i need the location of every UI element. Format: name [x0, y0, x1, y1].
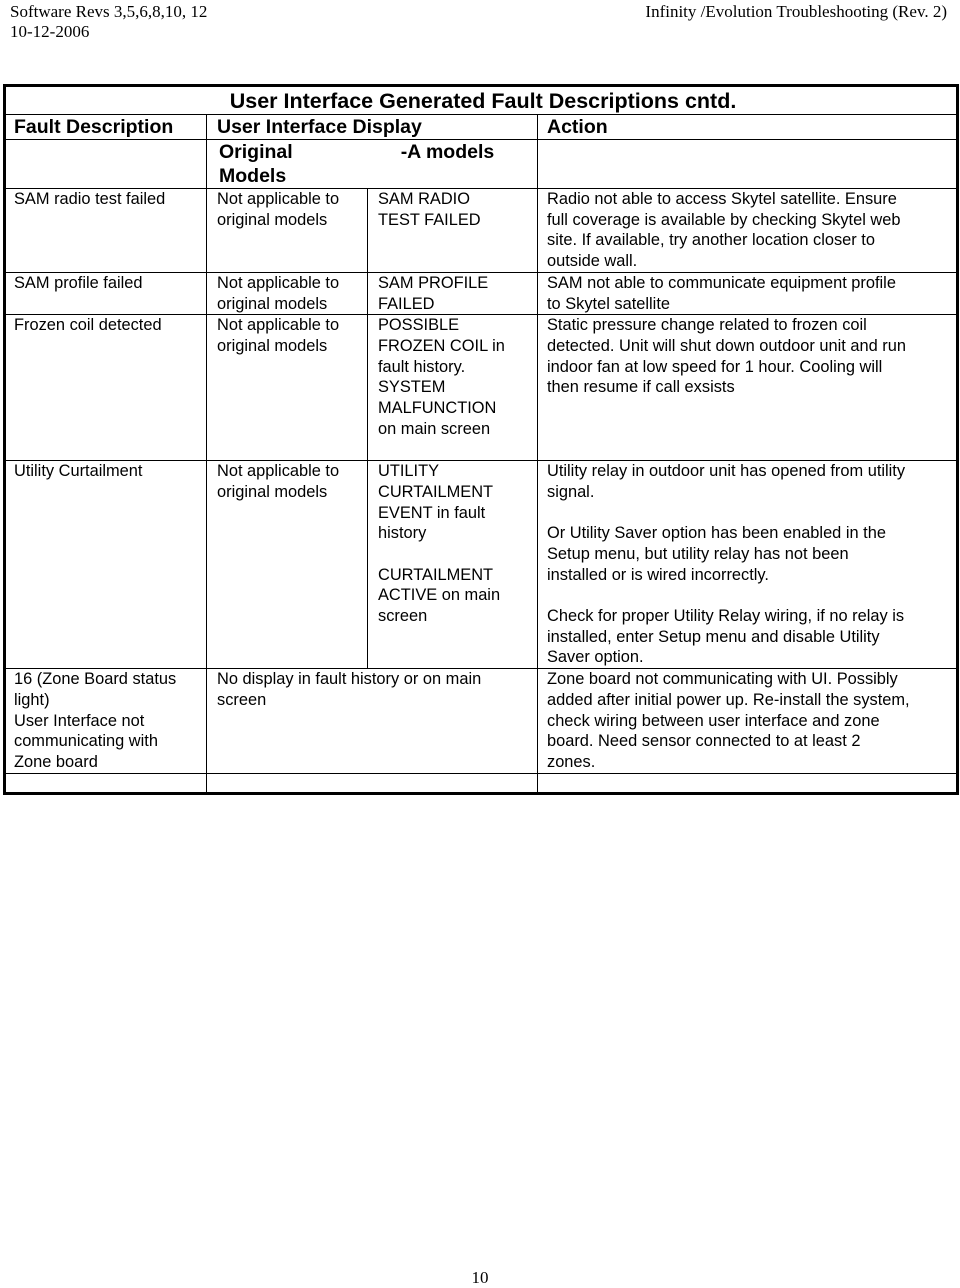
cell-line: Not applicable to [217, 316, 340, 335]
cell-line: Zone board [14, 752, 98, 771]
empty-cell [5, 773, 207, 793]
cell-line: site. If available, try another location closer to [547, 231, 875, 250]
cell-line: Saver option. [547, 648, 644, 667]
sub-header-a-models: -A models [400, 141, 495, 163]
fault-descriptions-table [3, 84, 959, 795]
cell-line: User Interface not [14, 711, 145, 730]
cell-line: to Skytel satellite [547, 294, 670, 313]
cell-line: original models [217, 336, 328, 355]
table-title-row [5, 86, 958, 115]
cell-line: No display in fault history or on main [217, 670, 482, 689]
cell-line: light) [14, 690, 50, 709]
cell-line: SAM not able to communicate equipment profile [547, 273, 896, 292]
cell-line: FROZEN COIL in [378, 336, 505, 355]
cell-line: original models [217, 294, 328, 313]
table-title: User Interface Generated Fault Descriptions cntd. [5, 86, 958, 115]
cell-line: FAILED [378, 294, 435, 313]
cell-line: MALFUNCTION [378, 399, 497, 418]
table-row [5, 272, 958, 314]
cell-line: on main screen [378, 419, 491, 438]
cell-line: CURTAILMENT [378, 482, 494, 501]
cell-line: added after initial power up. Re-install the system, [547, 690, 910, 709]
cell-line: Check for proper Utility Relay wiring, if no relay is [547, 607, 905, 626]
action-cell [538, 669, 958, 774]
cell-line: SYSTEM [378, 378, 446, 397]
column-header-fault-description: Fault Description [5, 115, 207, 140]
cell-line: SAM PROFILE [378, 273, 489, 292]
a-models-cell [368, 189, 538, 273]
cell-line: Static pressure change related to frozen coil [547, 316, 867, 335]
fault-cell [5, 461, 207, 669]
cell-line: POSSIBLE [378, 316, 460, 335]
cell-line: fault history. [378, 357, 466, 376]
sub-header-models: Models [219, 165, 287, 187]
header-document-title: Infinity /Evolution Troubleshooting (Rev. 2) [645, 2, 947, 21]
a-models-cell [368, 272, 538, 314]
cell-line: board. Need sensor connected to at least 2 [547, 732, 861, 751]
table-row [5, 189, 958, 273]
cell-line: screen [217, 690, 267, 709]
cell-line: outside wall. [547, 252, 638, 271]
column-header-action: Action [538, 115, 958, 140]
action-cell [538, 461, 958, 669]
empty-cell [207, 773, 538, 793]
fault-cell [5, 189, 207, 273]
cell-line: Not applicable to [217, 190, 340, 208]
fault-name: SAM radio test failed [14, 190, 166, 208]
sub-header-action-cell [538, 140, 958, 189]
cell-line: indoor fan at low speed for 1 hour. Cooling will [547, 357, 883, 376]
fault-name: SAM profile failed [14, 273, 143, 292]
cell-line: 16 (Zone Board status [14, 670, 177, 689]
cell-line: Radio not able to access Skytel satellite. Ensure [547, 190, 897, 208]
action-cell [538, 315, 958, 461]
sub-header-empty-cell [5, 140, 207, 189]
display-cell [207, 669, 538, 774]
original-models-cell [207, 272, 368, 314]
fault-name: Frozen coil detected [14, 316, 162, 335]
sub-header-display-cell [207, 140, 538, 189]
action-cell [538, 189, 958, 273]
cell-line: Not applicable to [217, 273, 340, 292]
cell-line: Zone board not communicating with UI. Possibly [547, 670, 898, 689]
table-row [5, 315, 958, 461]
cell-line: ACTIVE on main [378, 586, 501, 605]
cell-line: CURTAILMENT [378, 565, 494, 584]
cell-line: original models [217, 482, 328, 501]
column-header-user-interface-display: User Interface Display [207, 115, 538, 140]
cell-line: communicating with [14, 732, 158, 751]
empty-table-row [5, 773, 958, 793]
original-models-cell [207, 315, 368, 461]
fault-cell [5, 669, 207, 774]
cell-line: Not applicable to [217, 462, 340, 481]
fault-cell [5, 315, 207, 461]
cell-line: UTILITY [378, 462, 440, 481]
cell-line: installed or is wired incorrectly. [547, 565, 769, 584]
cell-line: SAM RADIO [378, 190, 470, 208]
table-row [5, 669, 958, 774]
sub-header-row [5, 140, 958, 189]
page-number: 10 [471, 1268, 489, 1287]
cell-line: zones. [547, 752, 596, 771]
column-header-row [5, 115, 958, 140]
a-models-cell [368, 461, 538, 669]
table-row [5, 461, 958, 669]
header-date: 10-12-2006 [10, 22, 90, 41]
cell-line: screen [378, 607, 428, 626]
cell-line: Setup menu, but utility relay has not been [547, 544, 849, 563]
cell-line: full coverage is available by checking Skytel web [547, 210, 901, 229]
cell-line: Or Utility Saver option has been enabled in the [547, 524, 886, 543]
cell-line: EVENT in fault [378, 503, 486, 522]
cell-line: signal. [547, 482, 595, 501]
action-cell [538, 272, 958, 314]
cell-line: Utility relay in outdoor unit has opened from utility [547, 462, 906, 481]
cell-line: detected. Unit will shut down outdoor unit and run [547, 336, 906, 355]
cell-line: TEST FAILED [378, 210, 481, 229]
fault-cell [5, 272, 207, 314]
cell-line: installed, enter Setup menu and disable Utility [547, 627, 880, 646]
cell-line: then resume if call exsists [547, 378, 735, 397]
empty-cell [538, 773, 958, 793]
original-models-cell [207, 189, 368, 273]
cell-line: history [378, 524, 427, 543]
a-models-cell [368, 315, 538, 461]
sub-header-original: Original [219, 141, 293, 163]
fault-name: Utility Curtailment [14, 462, 143, 481]
cell-line: check wiring between user interface and zone [547, 711, 880, 730]
cell-line: original models [217, 210, 328, 229]
header-revision: Software Revs 3,5,6,8,10, 12 [10, 2, 208, 21]
original-models-cell [207, 461, 368, 669]
